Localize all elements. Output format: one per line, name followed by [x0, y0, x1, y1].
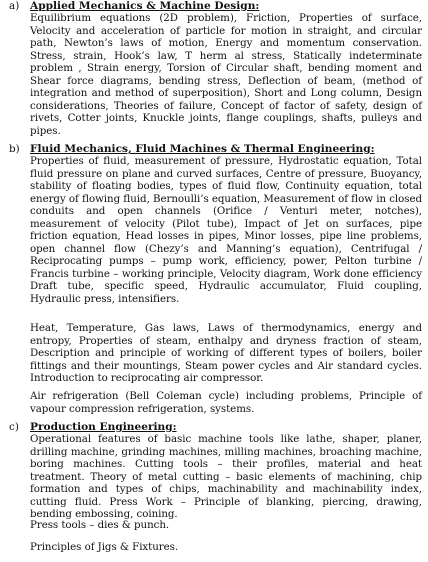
- section-paragraph: Principles of Jigs & Fixtures.: [30, 541, 179, 553]
- section-title-text: Production Engineering: [30, 421, 173, 433]
- section-title-colon: :: [172, 421, 177, 433]
- section-title: [30, 143, 375, 156]
- section-paragraph: Heat, Temperature, Gas laws, Laws of thermodynamics, energy and entropy, Properties of steam, enthalpy and dryness fraction of steam, Description and principle of working of different types of boilers, boiler fittings and their mountings, Steam power cycles and Air standard cycles. Introduction to reciprocating air compressor.: [30, 322, 422, 385]
- section-title-text: Applied Mechanics & Machine Design: [30, 0, 256, 12]
- section-title-colon: :: [370, 143, 375, 155]
- section-title: [30, 0, 259, 13]
- section-title-text: Fluid Mechanics, Fluid Machines & Thermal Engineering: [30, 143, 371, 155]
- section-paragraph: Air refrigeration (Bell Coleman cycle) including problems, Principle of vapour compression refrigeration, systems.: [30, 390, 422, 415]
- section-marker: a): [9, 0, 20, 12]
- section-paragraph: Operational features of basic machine tools like lathe, shaper, planer, drilling machine, grinding machines, milling machines, broaching machine, boring machines. Cutting tools – their profiles, material and heat treatment. Theory of metal cutting – basic elements of machining, chip formation and types of chips, machinability and machinability index, cutting fluid. Press Work – Principle of blanking, piercing, drawing, bending embossing, coining.: [30, 433, 422, 521]
- section-paragraph: Equilibrium equations (2D problem), Friction, Properties of surface, Velocity and acceleration of particle for motion in straight, and circular path, Newton’s laws of motion, Energy and momentum conservation. Stress, strain, Hook’s law, T herm al stress, Statically indeterminate problem , Strain energy, Torsion of Circular shaft, bending moment and Shear force diagrams, bending stress, Deflection of beam, (method of integration and method of superposition), Short and Long column, Design considerations, Theories of failure, Concept of factor of safety, design of rivets, Cotter joints, Knuckle joints, flange couplings, shafts, pulleys and pipes.: [30, 12, 422, 137]
- section-paragraph: Properties of fluid, measurement of pressure, Hydrostatic equation, Total fluid pressure on plane and curved surfaces, Centre of pressure, Buoyancy, stability of floating bodies, types of fluid flow, Continuity equation, total energy of flowing fluid, Bernoulli’s equation, Measurement of flow in closed conduits and open channels (Orifice / Venturi meter, notches), measurement of velocity (Pilot tube), Impact of Jet on surfaces, pipe friction equation, Head losses in pipes, Minor losses, pipe line problems, open channel flow (Chezy’s and Manning’s equation), Centrifugal / Reciprocating pumps – pump work, efficiency, power, Pelton turbine / Francis turbine – working principle, Velocity diagram, Work done efficiency Draft tube, specific speed, Hydraulic accumulator, Fluid coupling, Hydraulic press, intensifiers.: [30, 155, 422, 306]
- section-marker: c): [9, 421, 19, 433]
- section-paragraph: Press tools – dies & punch.: [30, 519, 170, 531]
- section-title-colon: :: [255, 0, 260, 12]
- section-title: [30, 421, 177, 434]
- section-marker: b): [9, 143, 20, 155]
